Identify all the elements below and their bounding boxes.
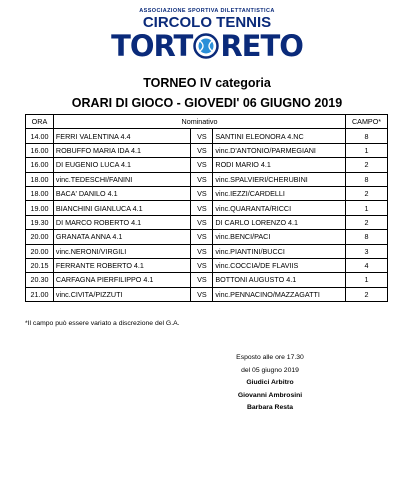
- schedule-table: [25, 114, 388, 302]
- cell-court: 4: [346, 258, 388, 272]
- cell-player-1: CARFAGNA PIERFILIPPO 4.1: [53, 273, 191, 287]
- cell-player-2: SANTINI ELEONORA 4.NC: [213, 129, 346, 143]
- table-row: [26, 230, 388, 244]
- cell-court: 2: [346, 215, 388, 229]
- cell-player-1: BIANCHINI GIANLUCA 4.1: [53, 201, 191, 215]
- cell-vs: VS: [191, 143, 213, 157]
- cell-vs: VS: [191, 287, 213, 301]
- posted-time: Esposto alle ore 17.30: [236, 354, 304, 361]
- court-note: *Il campo può essere variato a discrezione del G.A.: [25, 320, 180, 327]
- cell-player-1: vinc.CIVITA/PIZZUTI: [53, 287, 191, 301]
- cell-time: 18.00: [26, 186, 54, 200]
- club-logo: [0, 8, 414, 61]
- table-row: [26, 244, 388, 258]
- cell-vs: VS: [191, 258, 213, 272]
- header-nominativo: Nominativo: [53, 115, 345, 129]
- cell-player-2: vinc.IEZZI/CARDELLI: [213, 186, 346, 200]
- table-row: [26, 287, 388, 301]
- cell-court: 1: [346, 201, 388, 215]
- cell-vs: VS: [191, 172, 213, 186]
- cell-time: 21.00: [26, 287, 54, 301]
- cell-court: 2: [346, 158, 388, 172]
- cell-player-2: BOTTONI AUGUSTO 4.1: [213, 273, 346, 287]
- cell-time: 14.00: [26, 129, 54, 143]
- cell-player-1: FERRI VALENTINA 4.4: [53, 129, 191, 143]
- header-ora: ORA: [26, 115, 54, 129]
- cell-court: 2: [346, 287, 388, 301]
- referee-name-2: Barbara Resta: [246, 404, 294, 412]
- cell-player-1: vinc.NERONI/VIRGILI: [53, 244, 191, 258]
- table-row: [26, 186, 388, 200]
- cell-time: 20.30: [26, 273, 54, 287]
- table-row: [26, 201, 388, 215]
- brand-wordmark: [0, 31, 414, 61]
- cell-time: 20.00: [26, 244, 54, 258]
- cell-time: 20.15: [26, 258, 54, 272]
- cell-player-2: vinc.BENCI/PACI: [213, 230, 346, 244]
- brand-left: TORT: [111, 29, 193, 63]
- table-row: [26, 143, 388, 157]
- cell-court: 8: [346, 230, 388, 244]
- schedule-title: ORARI DI GIOCO - GIOVEDI' 06 GIUGNO 2019: [71, 96, 343, 110]
- cell-player-1: GRANATA ANNA 4.1: [53, 230, 191, 244]
- tournament-title: TORNEO IV categoria: [143, 76, 271, 90]
- table-row: [26, 258, 388, 272]
- table-row: [26, 273, 388, 287]
- cell-court: 2: [346, 186, 388, 200]
- cell-player-2: RODI MARIO 4.1: [213, 158, 346, 172]
- posting-footer: [210, 352, 330, 415]
- cell-player-2: vinc.PIANTINI/BUCCI: [213, 244, 346, 258]
- cell-player-2: vinc.D'ANTONIO/PARMEGIANI: [213, 143, 346, 157]
- cell-player-1: FERRANTE ROBERTO 4.1: [53, 258, 191, 272]
- cell-time: 16.00: [26, 143, 54, 157]
- cell-vs: VS: [191, 186, 213, 200]
- tennis-ball-icon: [193, 33, 219, 59]
- cell-player-1: ROBUFFO MARIA IDA 4.1: [53, 143, 191, 157]
- header-campo: CAMPO*: [346, 115, 388, 129]
- cell-player-1: DI MARCO ROBERTO 4.1: [53, 215, 191, 229]
- cell-vs: VS: [191, 158, 213, 172]
- cell-player-1: vinc.TEDESCHI/FANINI: [53, 172, 191, 186]
- cell-vs: VS: [191, 230, 213, 244]
- cell-player-2: vinc.COCCIA/DE FLAVIIS: [213, 258, 346, 272]
- cell-vs: VS: [191, 129, 213, 143]
- posted-date: del 05 giugno 2019: [241, 366, 299, 374]
- cell-player-1: DI EUGENIO LUCA 4.1: [53, 158, 191, 172]
- cell-court: 1: [346, 273, 388, 287]
- referee-name-1: Giovanni Ambrosini: [237, 391, 303, 399]
- cell-time: 19.00: [26, 201, 54, 215]
- cell-court: 1: [346, 143, 388, 157]
- cell-court: 8: [346, 172, 388, 186]
- cell-court: 8: [346, 129, 388, 143]
- table-row: [26, 158, 388, 172]
- cell-player-2: vinc.PENNACINO/MAZZAGATTI: [213, 287, 346, 301]
- table-row: [26, 215, 388, 229]
- cell-player-1: BACA' DANILO 4.1: [53, 186, 191, 200]
- cell-player-2: vinc.SPALVIERI/CHERUBINI: [213, 172, 346, 186]
- cell-court: 3: [346, 244, 388, 258]
- cell-time: 18.00: [26, 172, 54, 186]
- cell-time: 16.00: [26, 158, 54, 172]
- referees-label: Giudici Arbitro: [246, 379, 294, 387]
- cell-vs: VS: [191, 244, 213, 258]
- cell-player-2: vinc.QUARANTA/RICCI: [213, 201, 346, 215]
- club-name: CIRCOLO TENNIS: [142, 14, 272, 31]
- cell-vs: VS: [191, 273, 213, 287]
- cell-vs: VS: [191, 215, 213, 229]
- association-name: ASSOCIAZIONE SPORTIVA DILETTANTISTICA: [139, 8, 275, 14]
- cell-time: 19.30: [26, 215, 54, 229]
- cell-player-2: DI CARLO LORENZO 4.1: [213, 215, 346, 229]
- brand-right: RETO: [220, 29, 303, 63]
- cell-vs: VS: [191, 201, 213, 215]
- cell-time: 20.00: [26, 230, 54, 244]
- table-row: [26, 129, 388, 143]
- table-header-row: [26, 115, 388, 129]
- table-row: [26, 172, 388, 186]
